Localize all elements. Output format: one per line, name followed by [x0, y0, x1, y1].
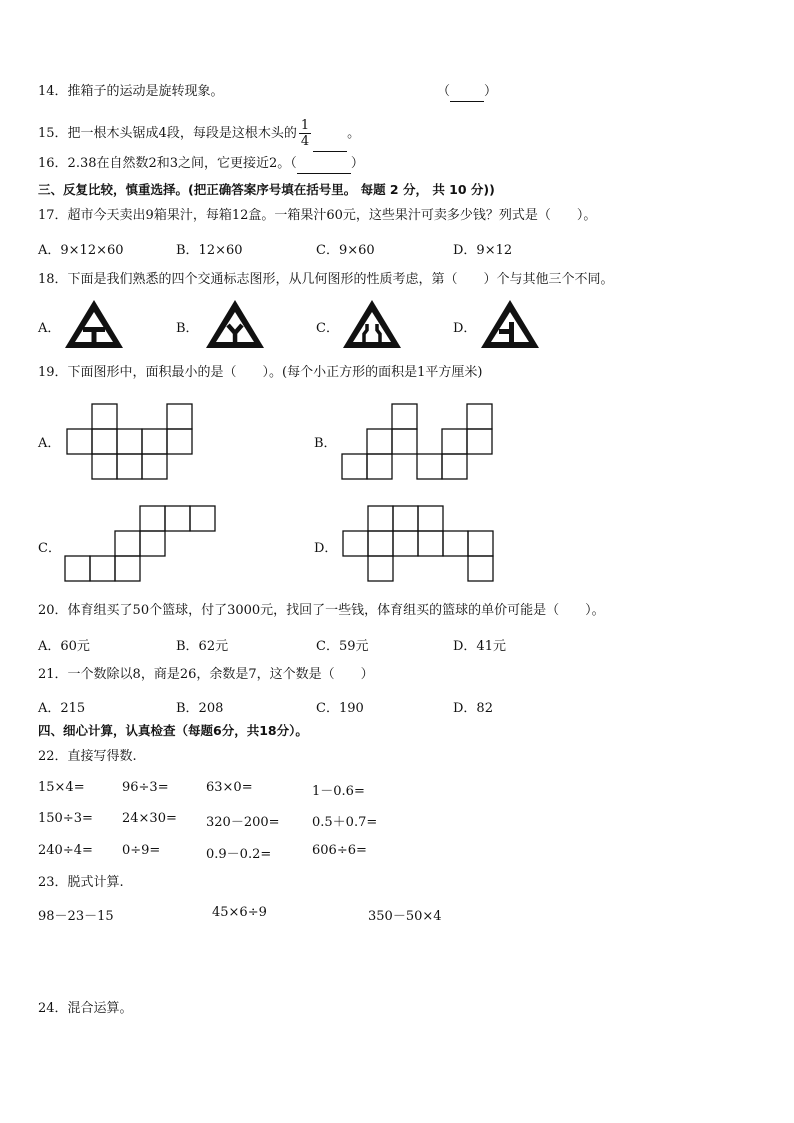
q17-option-b[interactable]: B．12×60 [176, 243, 243, 258]
question-21-text: 21．一个数除以8，商是26，余数是7，这个数是（ ） [38, 667, 374, 682]
grid-figure-c [64, 505, 219, 585]
calc-step-item: 45×6÷9 [212, 905, 267, 920]
question-14-text: 14．推箱子的运动是旋转现象。 [38, 84, 224, 99]
q18-option-a[interactable]: A． [38, 321, 61, 336]
answer-blank-16[interactable] [297, 155, 351, 174]
q17-option-d[interactable]: D．9×12 [453, 243, 513, 258]
q21-option-c[interactable]: C．190 [316, 701, 364, 716]
q21-option-d[interactable]: D．82 [453, 701, 493, 716]
question-17-text: 17．超市今天卖出9箱果汁，每箱12盒。一箱果汁60元，这些果汁可卖多少钱？列式是（ ）。 [38, 208, 597, 223]
q20-option-c[interactable]: C．59元 [316, 639, 369, 654]
q17-option-a[interactable]: A．9×12×60 [38, 243, 124, 258]
question-23-text: 23．脱式计算. [38, 875, 124, 890]
q21-option-a[interactable]: A．215 [38, 701, 86, 716]
question-16 [38, 155, 364, 174]
t-junction-sign-icon [63, 298, 125, 350]
calc-item: 150÷3= [38, 811, 93, 826]
question-20-text: 20．体育组买了50个篮球，付了3000元，找回了一些钱，体育组买的篮球的单价可能是（ ）。 [38, 603, 605, 618]
question-15-end: 。 [347, 126, 361, 141]
calc-item: 0÷9= [122, 843, 161, 858]
q18-option-c[interactable]: C． [316, 321, 339, 336]
q21-option-b[interactable]: B．208 [176, 701, 224, 716]
q17-option-c[interactable]: C．9×60 [316, 243, 375, 258]
q19-option-a[interactable]: A． [38, 436, 61, 451]
grid-figure-d [343, 505, 498, 585]
q18-option-d[interactable]: D． [453, 321, 477, 336]
question-16-end: ） [350, 156, 364, 171]
calc-item: 15×4= [38, 780, 85, 795]
question-18-text: 18．下面是我们熟悉的四个交通标志图形，从几何图形的性质考虑，第（ ）个与其他三个不同。 [38, 272, 614, 287]
fraction-one-quarter [299, 118, 311, 149]
question-15-text: 15．把一根木头锯成4段，每段是这根木头的 [38, 126, 297, 141]
section-3-heading: 三、反复比较，慎重选择。(把正确答案序号填在括号里。 每题 2 分， 共 10 分)) [38, 182, 495, 197]
q20-option-d[interactable]: D．41元 [453, 639, 506, 654]
q19-option-c[interactable]: C． [38, 541, 61, 556]
calc-item: 240÷4= [38, 843, 93, 858]
answer-blank-15[interactable] [313, 117, 347, 152]
question-22-text: 22．直接写得数. [38, 749, 137, 764]
paren-close: ） [484, 84, 498, 99]
road-narrows-sign-icon [341, 298, 403, 350]
q20-option-b[interactable]: B．62元 [176, 639, 229, 654]
grid-figure-b [342, 403, 497, 483]
question-16-text: 16．2.38在自然数2和3之间，它更接近2。（ [38, 156, 297, 171]
question-19-text: 19．下面图形中，面积最小的是（ ）。(每个小正方形的面积是1平方厘米) [38, 365, 483, 380]
calc-item: 0.9－0.2= [206, 847, 272, 862]
q19-option-b[interactable]: B． [314, 436, 337, 451]
question-15 [38, 117, 360, 153]
calc-item: 606÷6= [312, 843, 367, 858]
fraction-denominator: 4 [300, 134, 310, 149]
calc-item: 63×0= [206, 780, 253, 795]
calc-item: 0.5＋0.7= [312, 815, 378, 830]
y-junction-sign-icon [204, 298, 266, 350]
section-4-heading: 四、细心计算，认真检查（每题6分，共18分）。 [38, 723, 308, 738]
grid-figure-a [67, 403, 197, 483]
calc-item: 24×30= [122, 811, 177, 826]
question-14 [38, 83, 224, 101]
fraction-numerator: 1 [300, 118, 310, 133]
calc-item: 96÷3= [122, 780, 169, 795]
answer-paren-14[interactable] [437, 83, 497, 102]
calc-item: 1－0.6= [312, 784, 365, 799]
answer-blank-14[interactable] [450, 83, 484, 102]
question-24-text: 24．混合运算。 [38, 1001, 133, 1016]
q18-option-b[interactable]: B． [176, 321, 199, 336]
q20-option-a[interactable]: A．60元 [38, 639, 90, 654]
calc-item: 320－200= [206, 815, 280, 830]
paren-open: （ [437, 84, 451, 99]
calc-step-item: 350－50×4 [368, 909, 442, 924]
side-road-sign-icon [479, 298, 541, 350]
q19-option-d[interactable]: D． [314, 541, 338, 556]
calc-step-item: 98－23－15 [38, 909, 114, 924]
